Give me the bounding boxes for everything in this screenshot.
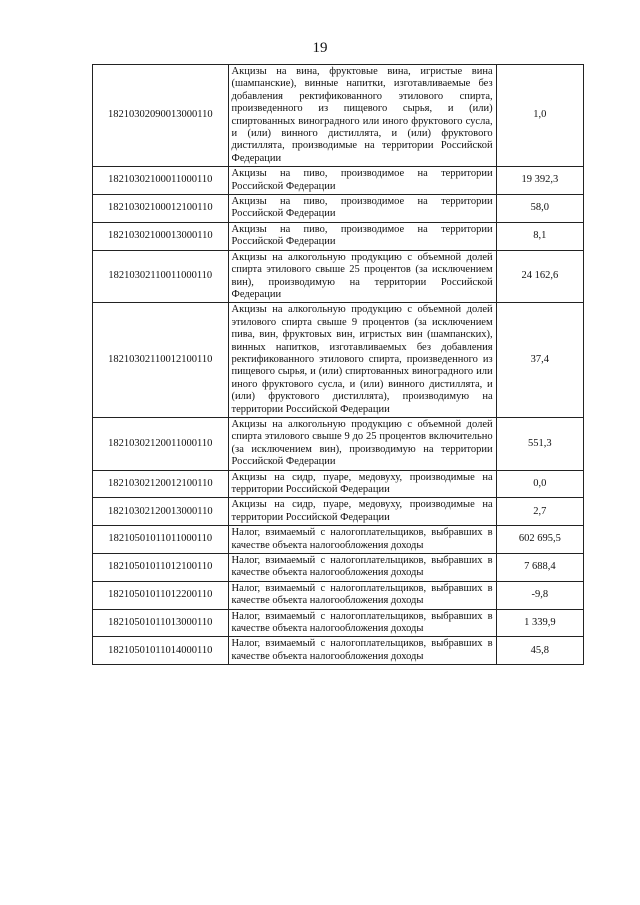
budget-code-cell: 18210302120011000110 bbox=[93, 417, 229, 470]
table-row bbox=[93, 498, 584, 526]
amount-cell: 58,0 bbox=[496, 195, 583, 223]
table-row bbox=[93, 65, 584, 167]
description-cell: Акцизы на алкогольную продукцию с объемной долей этилового спирта свыше 9 процентов (за исключением пива, вин, фруктовых вин, игристых вин (шампанских), винных напитков, изготавливаемых без добавления ректификованного этилового спирта, произведенного из пищевого сырья, и (или) спиртованных виноградного или иного фруктового сусла, и (или) винного дистиллята, и (или) фруктового дистиллята), производимую на территории Российской Федерации bbox=[228, 303, 496, 418]
amount-cell: 37,4 bbox=[496, 303, 583, 418]
budget-code-cell: 18210501011014000110 bbox=[93, 637, 229, 665]
amount-cell: 45,8 bbox=[496, 637, 583, 665]
budget-code-cell: 18210302120013000110 bbox=[93, 498, 229, 526]
budget-code-cell: 18210302120012100110 bbox=[93, 470, 229, 498]
description-cell: Акцизы на сидр, пуаре, медовуху, производимые на территории Российской Федерации bbox=[228, 470, 496, 498]
budget-code-cell: 18210302110012100110 bbox=[93, 303, 229, 418]
table-row bbox=[93, 195, 584, 223]
description-cell: Акцизы на алкогольную продукцию с объемной долей спирта этилового свыше 9 до 25 процентов включительно (за исключением вин), производимую на территории Российской Федерации bbox=[228, 417, 496, 470]
budget-code-cell: 18210302090013000110 bbox=[93, 65, 229, 167]
budget-code-cell: 18210501011012100110 bbox=[93, 554, 229, 582]
table-row bbox=[93, 250, 584, 303]
page-number: 19 bbox=[312, 40, 328, 56]
amount-cell: 602 695,5 bbox=[496, 526, 583, 554]
description-cell: Акцизы на пиво, производимое на территории Российской Федерации bbox=[228, 222, 496, 250]
description-cell: Акцизы на вина, фруктовые вина, игристые вина (шампанские), винные напитки, изготавливаемые без добавления ректификованного этилового спирта, произведенного из пищевого сырья, и (или) спиртованных виноградного или иного фруктового сусла, и (или) винного дистиллята, и (или) фруктового дистиллята, производимые на территории Российской Федерации bbox=[228, 65, 496, 167]
description-cell: Налог, взимаемый с налогоплательщиков, выбравших в качестве объекта налогообложения доходы bbox=[228, 526, 496, 554]
budget-code-cell: 18210302100011000110 bbox=[93, 167, 229, 195]
budget-code-cell: 18210501011011000110 bbox=[93, 526, 229, 554]
table-row bbox=[93, 526, 584, 554]
amount-cell: 1 339,9 bbox=[496, 609, 583, 637]
table-row bbox=[93, 417, 584, 470]
budget-code-cell: 18210302100013000110 bbox=[93, 222, 229, 250]
amount-cell: 19 392,3 bbox=[496, 167, 583, 195]
amount-cell: 8,1 bbox=[496, 222, 583, 250]
description-cell: Акцизы на алкогольную продукцию с объемной долей спирта этилового свыше 25 процентов (за исключением вин), производимую на территории Российской Федерации bbox=[228, 250, 496, 303]
budget-table bbox=[92, 64, 584, 665]
amount-cell: -9,8 bbox=[496, 581, 583, 609]
description-cell: Налог, взимаемый с налогоплательщиков, выбравших в качестве объекта налогообложения доходы bbox=[228, 581, 496, 609]
budget-code-cell: 18210302110011000110 bbox=[93, 250, 229, 303]
amount-cell: 7 688,4 bbox=[496, 554, 583, 582]
description-cell: Акцизы на пиво, производимое на территории Российской Федерации bbox=[228, 167, 496, 195]
description-cell: Акцизы на сидр, пуаре, медовуху, производимые на территории Российской Федерации bbox=[228, 498, 496, 526]
budget-code-cell: 18210302100012100110 bbox=[93, 195, 229, 223]
amount-cell: 2,7 bbox=[496, 498, 583, 526]
table-row bbox=[93, 303, 584, 418]
table-row bbox=[93, 609, 584, 637]
amount-cell: 24 162,6 bbox=[496, 250, 583, 303]
table-body bbox=[93, 65, 584, 665]
description-cell: Налог, взимаемый с налогоплательщиков, выбравших в качестве объекта налогообложения доходы bbox=[228, 637, 496, 665]
table-row bbox=[93, 222, 584, 250]
budget-code-cell: 18210501011012200110 bbox=[93, 581, 229, 609]
table-row bbox=[93, 470, 584, 498]
amount-cell: 1,0 bbox=[496, 65, 583, 167]
amount-cell: 551,3 bbox=[496, 417, 583, 470]
table-row bbox=[93, 637, 584, 665]
table-row bbox=[93, 581, 584, 609]
table-row bbox=[93, 167, 584, 195]
amount-cell: 0,0 bbox=[496, 470, 583, 498]
description-cell: Налог, взимаемый с налогоплательщиков, выбравших в качестве объекта налогообложения доходы bbox=[228, 554, 496, 582]
table-row bbox=[93, 554, 584, 582]
description-cell: Акцизы на пиво, производимое на территории Российской Федерации bbox=[228, 195, 496, 223]
budget-code-cell: 18210501011013000110 bbox=[93, 609, 229, 637]
description-cell: Налог, взимаемый с налогоплательщиков, выбравших в качестве объекта налогообложения доходы bbox=[228, 609, 496, 637]
